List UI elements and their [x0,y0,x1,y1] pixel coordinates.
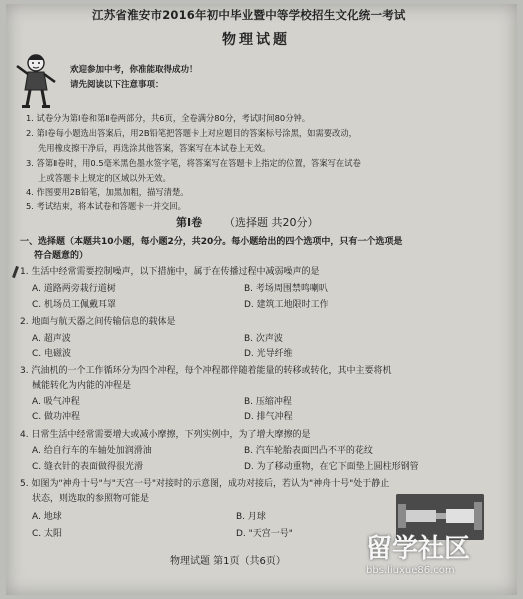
question-option: A. 道路两旁栽行道树 [32,284,116,294]
question-option: C. 机场员工佩戴耳罩 [32,300,117,310]
mascot-illustration [14,52,58,110]
page-footer: 物理试题 第1页（共6页） [170,556,286,567]
watermark-url: bbs.liuxue86.com [366,565,455,576]
question-stem-continued: 状态，则选取的参照物可能是 [32,494,150,504]
welcome-line-1: 欢迎参加中考，你准能取得成功！ [70,65,198,75]
question-option: C. 缝衣针的表面做得很光滑 [32,462,144,472]
question-option: A. 给自行车的车轴处加润滑油 [32,446,152,456]
question-option: A. 吸气冲程 [32,397,80,407]
question-option: A. 超声波 [32,334,71,344]
section-title: 第Ⅰ卷 [176,216,203,229]
question-option: C. 做功冲程 [32,412,81,422]
question-option: D. 光导纤维 [244,349,293,359]
instructions-line-1: 一、选择题（本题共10小题，每小题2分，共20分。每小题给出的四个选项中，只有一个选项是 [20,237,403,247]
question-option: D. "天宫一号" [236,529,293,539]
watermark-title: 留学社区 [366,534,471,564]
note-item: 1. 试卷分为第Ⅰ卷和第Ⅱ卷两部分，共6页，全卷满分80分，考试时间80分钟。 [26,113,311,123]
question-option: C. 电磁波 [32,349,72,359]
note-item: 2. 第Ⅰ卷每小题选出答案后，用2B铅笔把答题卡上对应题目的答案标号涂黑，如需要改动， [26,128,357,138]
note-item: 5. 考试结束，将本试卷和答题卡一并交回。 [26,201,186,211]
question-stem-continued: 械能转化为内能的冲程是 [32,381,132,391]
question-option: B. 次声波 [244,334,283,344]
question-option: D. 排气冲程 [244,412,293,422]
question-option: B. 考场周围禁鸣喇叭 [244,284,328,294]
question-option: B. 压缩冲程 [244,397,292,407]
note-item: 上或答题卡上规定的区域以外无效。 [38,173,171,183]
section-subtitle: （选择题 共20分） [224,216,319,229]
subject-title: 物理试题 [222,32,290,48]
question-option: D. 建筑工地限时工作 [244,300,329,310]
exam-title: 江苏省淮安市2016年初中毕业暨中等学校招生文化统一考试 [92,8,406,22]
question-stem: 3. 汽油机的一个工作循环分为四个冲程，每个冲程都伴随着能量的转移或转化，其中主要将机 [20,366,392,376]
question-option: C. 太阳 [32,529,63,539]
question-option: A. 地球 [32,512,62,522]
question-stem: 1. 生活中经常需要控制噪声，以下措施中，属于在传播过程中减弱噪声的是 [20,267,320,277]
question-stem: 5. 如图为"神舟十号"与"天宫一号"对接时的示意图，成功对接后，若认为"神舟十号"处于静止 [20,479,390,489]
note-item: 4. 作图要用2B铅笔，加黑加粗，描写清楚。 [26,187,189,197]
site-watermark [366,528,470,576]
question-option: D. 为了移动重物，在它下面垫上圆柱形钢管 [244,462,419,472]
note-item: 3. 答第Ⅱ卷时，用0.5毫米黑色墨水签字笔，将答案写在答题卡上指定的位置，答案写在试卷 [26,158,361,168]
question-stem: 4. 日常生活中经常需要增大或减小摩擦，下列实例中，为了增大摩擦的是 [20,430,311,440]
question-stem: 2. 地面与航天器之间传输信息的载体是 [20,317,176,327]
question-option: B. 汽车轮胎表面凹凸不平的花纹 [244,446,373,456]
welcome-line-2: 请先阅读以下注意事项： [70,80,164,90]
instructions-line-2: 符合题意的） [34,251,89,261]
note-item: 先用橡皮擦干净后，再选涂其他答案，答案写在本试卷上无效。 [38,143,271,153]
question-option: B. 月球 [236,512,266,522]
